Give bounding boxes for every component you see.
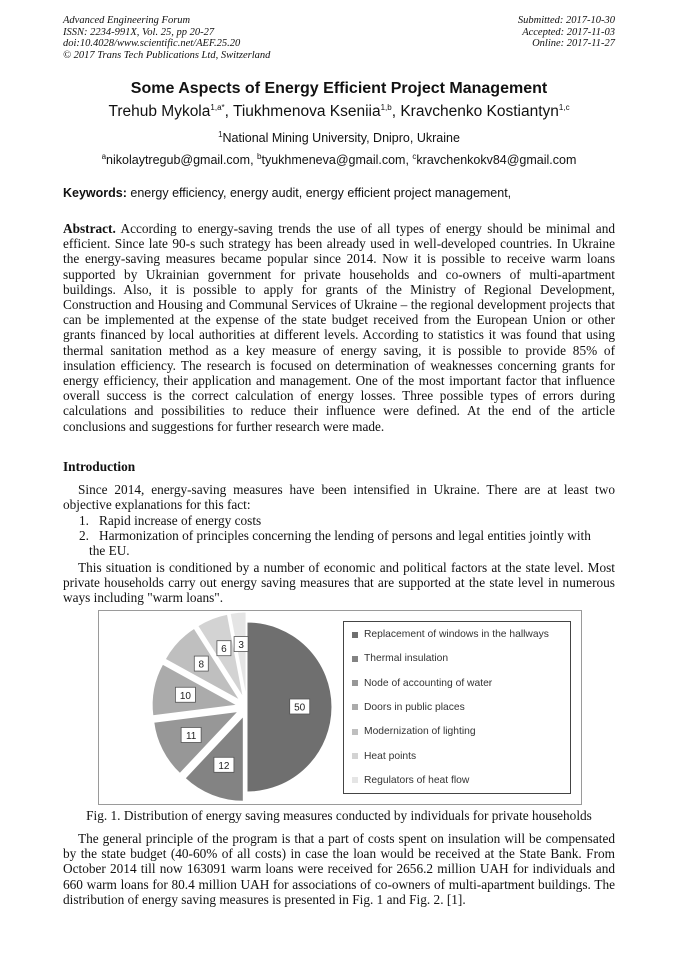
paper-title: Some Aspects of Energy Efficient Project Management bbox=[130, 80, 548, 97]
online-date: Online: 2017-11-27 bbox=[532, 38, 615, 49]
legend-label: Replacement of windows in the hallways bbox=[364, 629, 549, 640]
legend-swatch bbox=[352, 704, 358, 710]
email-list: $^a$nikolaytregub@gmail.com, $^b$tyukhmeneva@gmail.com, $^c$kravchenkokv84@gmail.com bbox=[101, 151, 577, 167]
legend-item bbox=[352, 653, 448, 664]
list-text: Rapid increase of energy costs bbox=[99, 513, 262, 528]
data-label: 12 bbox=[218, 760, 230, 772]
email-link[interactable]: kravchenkokv84@gmail.com bbox=[416, 153, 577, 167]
legend-item bbox=[352, 726, 476, 737]
journal-name: Advanced Engineering Forum bbox=[63, 15, 191, 26]
legend-swatch bbox=[352, 680, 358, 686]
legend-label: Thermal insulation bbox=[364, 653, 449, 665]
accepted-date: Accepted: 2017-11-03 bbox=[522, 26, 615, 38]
data-label: 11 bbox=[185, 730, 197, 742]
intro-paragraph-1: Since 2014, energy-saving measures have been intensified in Ukraine. There are at least two objective explanations for this fact: bbox=[63, 482, 615, 513]
list-item bbox=[63, 513, 615, 528]
chart-legend bbox=[343, 621, 571, 794]
abstract bbox=[63, 221, 615, 434]
data-label: 3 bbox=[238, 640, 244, 652]
list-number: 2. bbox=[79, 528, 89, 544]
dates-header bbox=[518, 15, 615, 50]
legend-swatch bbox=[352, 753, 358, 759]
author-list: Trehub Mykola$^{1,a*}$, Tiukhmenova Kseniia$^{1,b}$, Kravchenko Kostiantyn$^{1,c}$ bbox=[108, 102, 570, 120]
objective-list bbox=[63, 513, 615, 559]
legend-label: Modernization of lighting bbox=[364, 726, 476, 738]
submitted-date: Submitted: 2017-10-30 bbox=[517, 15, 615, 26]
list-continuation: the EU. bbox=[89, 543, 130, 559]
keywords bbox=[63, 186, 615, 200]
intro-paragraph-2: This situation is conditioned by a number of economic and political factors at the state level. Most private households carry out energy saving measures that are supported at the state level in numerous ways including "warm loans". bbox=[63, 560, 615, 606]
data-label: 50 bbox=[294, 702, 306, 714]
legend-label: Doors in public places bbox=[364, 701, 465, 713]
affiliation bbox=[0, 131, 678, 145]
author-sup: 1,a* bbox=[210, 102, 225, 112]
legend-swatch bbox=[352, 656, 358, 662]
copyright-line: © 2017 Trans Tech Publications Ltd, Switzerland bbox=[63, 49, 271, 61]
intro-paragraph-3: The general principle of the program is that a part of costs spent on insulation will be compensated by the state budget (40-60% of all costs) in case the loan would be received at the State Bank. From October 2014 till now 163091 warm loans were received for 2656.2 million UAH for individuals and 660 warm loans for 80.4 million UAH for associations of co-owners of multi-apartment buildings. The distribution of energy saving measures is presented in Fig. 1 and Fig. 2. [1]. bbox=[63, 831, 615, 907]
doi-line: doi:10.4028/www.scientific.net/AEF.25.20 bbox=[63, 38, 241, 49]
author-name: Tiukhmenova Kseniia bbox=[232, 103, 381, 120]
legend-item bbox=[352, 775, 469, 786]
legend-label: Node of accounting of water bbox=[364, 677, 493, 689]
email-link[interactable]: tyukhmeneva@gmail.com bbox=[261, 153, 406, 167]
legend-item bbox=[352, 629, 549, 640]
email-sup: a bbox=[101, 151, 107, 161]
legend-label: Heat points bbox=[364, 750, 417, 762]
data-label: 10 bbox=[179, 690, 191, 702]
keywords-text: energy efficiency, energy audit, energy efficient project management, bbox=[126, 186, 512, 200]
keywords-label: Keywords: bbox=[63, 186, 127, 200]
author-name: Kravchenko Kostiantyn bbox=[400, 103, 559, 120]
data-label: 6 bbox=[221, 644, 227, 656]
list-number: 1. bbox=[79, 513, 89, 528]
pie-chart bbox=[99, 611, 339, 804]
legend-swatch bbox=[352, 777, 358, 783]
figure-caption: Fig. 1. Distribution of energy saving measures conducted by individuals for private households bbox=[86, 808, 592, 823]
legend-item bbox=[352, 678, 492, 689]
abstract-text: According to energy-saving trends the use of all types of energy should be minimal and efficient. Since late 90-s such strategy has been already used in well-developed countries. In Ukraine the energy-saving measures became popular since 2014. Now it is possible to receive warm loans supported by Ukrainian government for private households and co-owners of multi-apartment buildings. Also, it is possible to apply for grants of the Ministry of Regional Development, Construction and Housing and Communal Services of Ukraine – the regional development projects that can be implemented at the expense of the state budget received from the European Union or other grants financed by local authorities at different levels. According to statistics it was found that using thermal sanitation method as a key measure of energy saving, it is possible to provide 85% of insulation efficiency. The research is focused on determination of weaknesses concerning grants for energy efficiency, their application and management. One of the most important factor that influence overall success is the correct calculation of energy losses. Three possible types of errors during calculations and possibilities to reduce their influence were defined. At the end of the article conclusions and suggestions for further research were made. bbox=[63, 221, 615, 434]
email-sup: c bbox=[412, 151, 417, 161]
author-name: Trehub Mykola bbox=[108, 103, 211, 120]
legend-label: Regulators of heat flow bbox=[364, 774, 470, 786]
affiliation-sup: 1 bbox=[218, 129, 223, 139]
email-sup: b bbox=[257, 151, 262, 161]
introduction-heading: Introduction bbox=[63, 459, 136, 474]
affiliation-text: National Mining University, Dnipro, Ukraine bbox=[222, 131, 460, 145]
list-text: Harmonization of principles concerning the lending of persons and legal entities jointly with bbox=[99, 528, 591, 544]
legend-swatch bbox=[352, 632, 358, 638]
author-sup: 1,c bbox=[558, 102, 570, 112]
email-link[interactable]: nikolaytregub@gmail.com bbox=[106, 153, 251, 167]
list-item bbox=[63, 528, 615, 543]
abstract-label: Abstract. bbox=[63, 221, 116, 236]
legend-item bbox=[352, 751, 416, 762]
author-sup: 1,b bbox=[380, 102, 392, 112]
legend-item bbox=[352, 702, 465, 713]
issn-line: ISSN: 2234-991X, Vol. 25, pp 20-27 bbox=[63, 26, 215, 38]
legend-swatch bbox=[352, 729, 358, 735]
data-label: 8 bbox=[198, 659, 205, 671]
journal-header bbox=[63, 15, 270, 61]
pie-chart-figure bbox=[98, 610, 582, 805]
